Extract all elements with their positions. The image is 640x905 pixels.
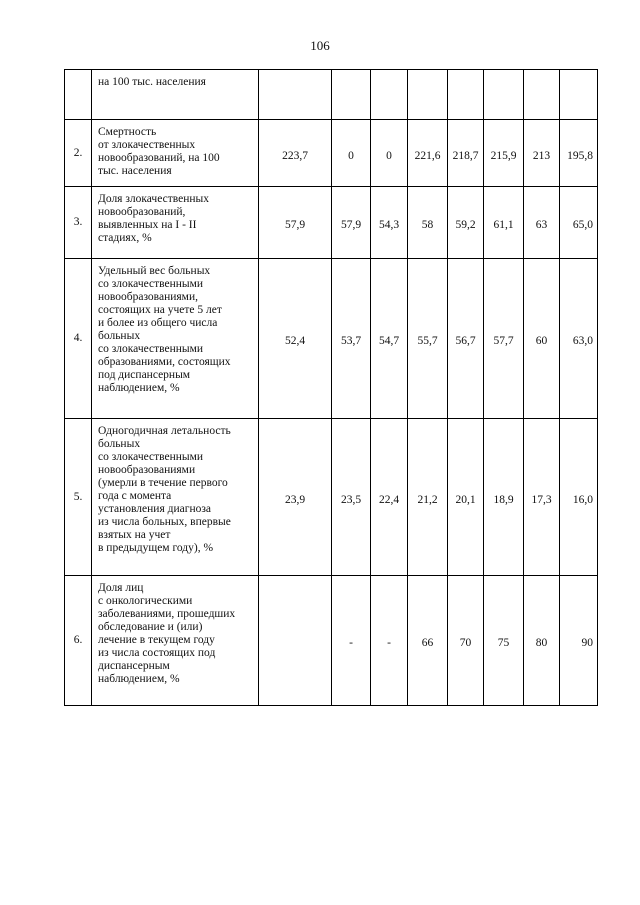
description-line: из числа больных, впервые: [98, 516, 231, 528]
description-line: в предыдущем году), %: [98, 542, 214, 554]
value-cell: 57,9: [332, 187, 371, 259]
row-number: 6.: [65, 576, 92, 706]
value-cell: [259, 70, 332, 120]
description-line: наблюдением, %: [98, 382, 180, 394]
table-row: [65, 419, 598, 576]
value-cell: 23,5: [332, 419, 371, 576]
value-cell: 55,7: [408, 259, 448, 419]
description-line: стадиях, %: [98, 232, 152, 244]
description-line: больных: [98, 330, 141, 342]
value-cell: 195,8: [560, 120, 598, 187]
value-cell: 52,4: [259, 259, 332, 419]
value-cell: 22,4: [371, 419, 408, 576]
table-row: [65, 576, 598, 706]
value-cell: [560, 70, 598, 120]
description-line: новообразованиями: [98, 464, 196, 476]
value-cell: 80: [524, 576, 560, 706]
value-cell: [371, 70, 408, 120]
description-line: заболеваниями, прошедших: [98, 608, 236, 620]
value-cell: 0: [332, 120, 371, 187]
value-cell: 218,7: [448, 120, 484, 187]
description-line: выявленных на I - II: [98, 219, 197, 231]
value-cell: 213: [524, 120, 560, 187]
value-cell: 54,7: [371, 259, 408, 419]
value-cell: 65,0: [560, 187, 598, 259]
value-cell: [448, 70, 484, 120]
value-cell: 54,3: [371, 187, 408, 259]
table-row: [65, 187, 598, 259]
table-row: [65, 120, 598, 187]
value-cell: 221,6: [408, 120, 448, 187]
value-cell: [484, 70, 524, 120]
value-cell: 75: [484, 576, 524, 706]
description-line: образованиями, состоящих: [98, 356, 231, 368]
value-cell: 59,2: [448, 187, 484, 259]
value-cell: 57,9: [259, 187, 332, 259]
description-line: новообразований,: [98, 206, 186, 218]
description-line: Доля злокачественных: [98, 193, 209, 205]
value-cell: 70: [448, 576, 484, 706]
description-line: со злокачественными: [98, 278, 204, 290]
description-line: и более из общего числа: [98, 317, 218, 329]
description-line: новообразований, на 100: [98, 152, 220, 164]
value-cell: 63,0: [560, 259, 598, 419]
description-line: года с момента: [98, 490, 172, 502]
description-line: лечение в текущем году: [98, 634, 215, 646]
description-line: тыс. населения: [98, 165, 172, 177]
row-number: 2.: [65, 120, 92, 187]
description-line: (умерли в течение первого: [98, 477, 228, 489]
indicator-description: [92, 576, 259, 706]
indicator-description: [92, 419, 259, 576]
value-cell: [408, 70, 448, 120]
value-cell: [259, 576, 332, 706]
description-line: наблюдением, %: [98, 673, 180, 685]
value-cell: 17,3: [524, 419, 560, 576]
description-line: из числа состоящих под: [98, 647, 216, 659]
description-line: под диспансерным: [98, 369, 191, 381]
value-cell: 57,7: [484, 259, 524, 419]
value-cell: 58: [408, 187, 448, 259]
value-cell: 23,9: [259, 419, 332, 576]
value-cell: 66: [408, 576, 448, 706]
indicator-description: [92, 187, 259, 259]
description-line: взятых на учет: [98, 529, 171, 541]
description-line: с онкологическими: [98, 595, 193, 607]
description-line: обследование и (или): [98, 621, 203, 633]
value-cell: [332, 70, 371, 120]
value-cell: 18,9: [484, 419, 524, 576]
description-line: установления диагноза: [98, 503, 212, 515]
indicator-description: [92, 120, 259, 187]
description-line: Доля лиц: [98, 582, 144, 594]
value-cell: -: [332, 576, 371, 706]
row-number: [65, 70, 92, 120]
description-line: диспансерным: [98, 660, 170, 672]
value-cell: 53,7: [332, 259, 371, 419]
indicator-description: [92, 259, 259, 419]
row-number: 4.: [65, 259, 92, 419]
value-cell: 56,7: [448, 259, 484, 419]
table-body: [65, 70, 598, 706]
row-number: 5.: [65, 419, 92, 576]
value-cell: -: [371, 576, 408, 706]
value-cell: 16,0: [560, 419, 598, 576]
table-row: [65, 259, 598, 419]
indicator-table: [64, 69, 598, 706]
table-row: [65, 70, 598, 120]
description-line: со злокачественными: [98, 451, 204, 463]
description-line: Удельный вес больных: [98, 265, 211, 277]
description-line: Одногодичная летальность: [98, 425, 231, 437]
description-line: на 100 тыс. населения: [98, 76, 206, 88]
value-cell: 61,1: [484, 187, 524, 259]
value-cell: 20,1: [448, 419, 484, 576]
value-cell: 0: [371, 120, 408, 187]
description-line: со злокачественными: [98, 343, 204, 355]
row-number: 3.: [65, 187, 92, 259]
value-cell: 63: [524, 187, 560, 259]
description-line: состоящих на учете 5 лет: [98, 304, 222, 316]
value-cell: [524, 70, 560, 120]
value-cell: 223,7: [259, 120, 332, 187]
value-cell: 21,2: [408, 419, 448, 576]
description-line: Смертность: [98, 126, 157, 138]
page-number: 106: [310, 38, 330, 53]
value-cell: 90: [560, 576, 598, 706]
description-line: новообразованиями,: [98, 291, 198, 303]
description-line: больных: [98, 438, 141, 450]
description-line: от злокачественных: [98, 139, 196, 151]
indicator-description: [92, 70, 259, 120]
value-cell: 60: [524, 259, 560, 419]
value-cell: 215,9: [484, 120, 524, 187]
